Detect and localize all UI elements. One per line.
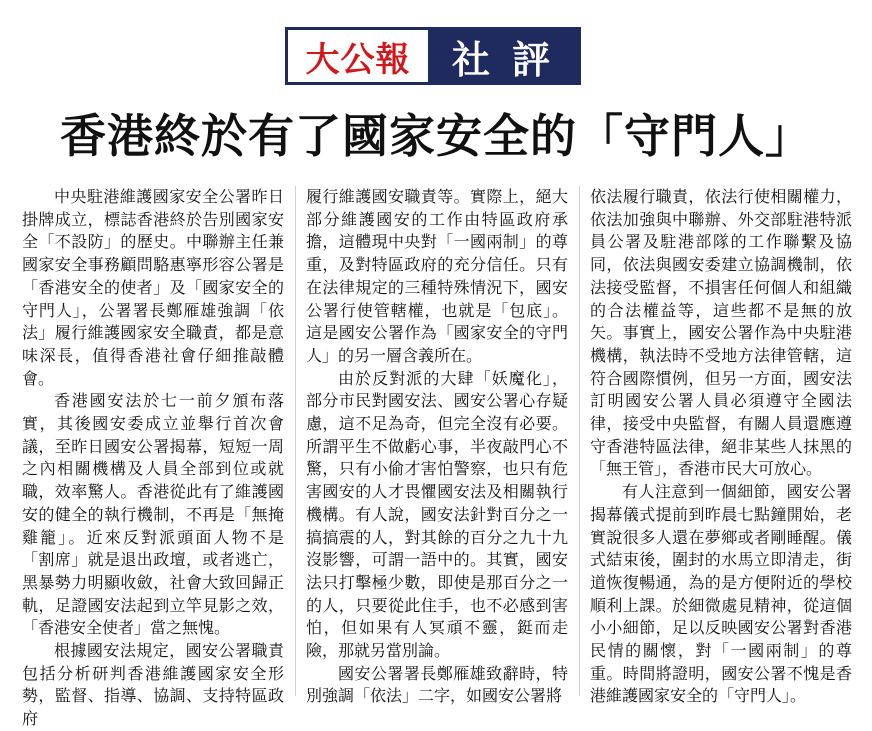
article-paragraph: 依法履行職責，依法行使相關權力，依法加強與中聯辦、外交部駐港特派員公署及駐港部隊的工作聯繫及協同，依法與國安委建立協調機制，依法接受監督，不損害任何個人和組織的合法權益等，這些都不是無的放矢。事實上，國安公署作為中央駐港機構，執法時不受地方法律管轄，這符合國際慣例，但另一方面，國安法訂明國安公署人員必須遵守全國法律，接受中央監督，有關人員還應遵守香港特區法律，絕非某些人抹黑的「無王管」，香港市民大可放心。 [590,187,852,479]
column-divider [295,186,296,696]
article-paragraph: 履行維護國安職責等。實際上，絕大部分維護國安的工作由特區政府承擔，這體現中央對「一國兩制」的尊重，及對特區政府的充分信任。只有在法律規定的三種特殊情況下，國安公署行使管轄權，也就是「包底」。這是國安公署作為「國家安全的守門人」的另一層含義所在。 [306,187,568,365]
article-paragraph: 有人注意到一個細節，國安公署揭幕儀式提前到昨晨七點鐘開始，老實說很多人還在夢鄉或者剛睡醒。儀式結束後，圍封的水馬立即清走，街道恢復暢通，為的是方便附近的學校順利上課。於細微處見精神，從這個小小細節，足以反映國安公署對香港民情的關懷，對「一國兩制」的尊重。時間將證明，國安公署不愧是香港維護國家安全的「守門人」。 [590,482,852,706]
newspaper-logo: 大公報 [288,30,428,82]
article-paragraph: 根據國安法規定，國安公署職責包括分析研判香港維護國家安全形勢，監督、指導、協調、支持特區政府 [22,641,284,729]
article-paragraph: 香港國安法於七一前夕頒布落實，其後國安委成立並舉行首次會議，至昨日國安公署揭幕，短短一周之內相關機構及人員全部到位或就職，效率驚人。香港從此有了維護國安的健全的執行機制，不再是「無掩雞籠」。近來反對派頭面人物不是「割席」就是退出政壇，或者逃亡，黑暴勢力明顯收斂，社會大致回歸正軌，足證國安法起到立竿見影之效，「香港安全使者」當之無愧。 [22,391,284,638]
column-divider [579,186,580,696]
text-column-1 [22,186,284,729]
article-paragraph: 中央駐港維護國家安全公署昨日掛牌成立，標誌香港終於告別國家安全「不設防」的歷史。中聯辦主任兼國家安全事務顧問駱惠寧形容公署是「香港安全的使者」及「國家安全的守門人」，公署署長鄭雁雄強調「依法」履行維護國家安全職責，都是意味深長，值得香港社會仔細推敲體會。 [22,187,284,388]
section-label: 社評 [428,30,578,82]
text-column-2 [306,186,568,706]
article-paragraph: 由於反對派的大肆「妖魔化」，部分市民對國安法、國安公署心存疑慮，這不足為奇，但完全沒有必要。所謂平生不做虧心事，半夜敲門心不驚，只有小偷才害怕警察，也只有危害國安的人才畏懼國安法及相關執行機構。有人說，國安法針對百分之一搞搞震的人，對其餘的百分之九十九沒影響，可謂一語中的。其實，國安法只打擊極少數，即使是那百分之一的人，只要從此住手，也不必感到害怕，但如果有人冥頑不靈，鋌而走險，那就另當別論。 [306,368,568,661]
editorial-masthead [285,27,581,85]
article-headline: 香港終於有了國家安全的「守門人」 [60,109,812,163]
article-body [22,186,852,729]
article-paragraph: 國安公署署長鄭雁雄致辭時，特別強調「依法」二字，如國安公署將 [306,663,568,706]
text-column-3 [590,186,852,706]
